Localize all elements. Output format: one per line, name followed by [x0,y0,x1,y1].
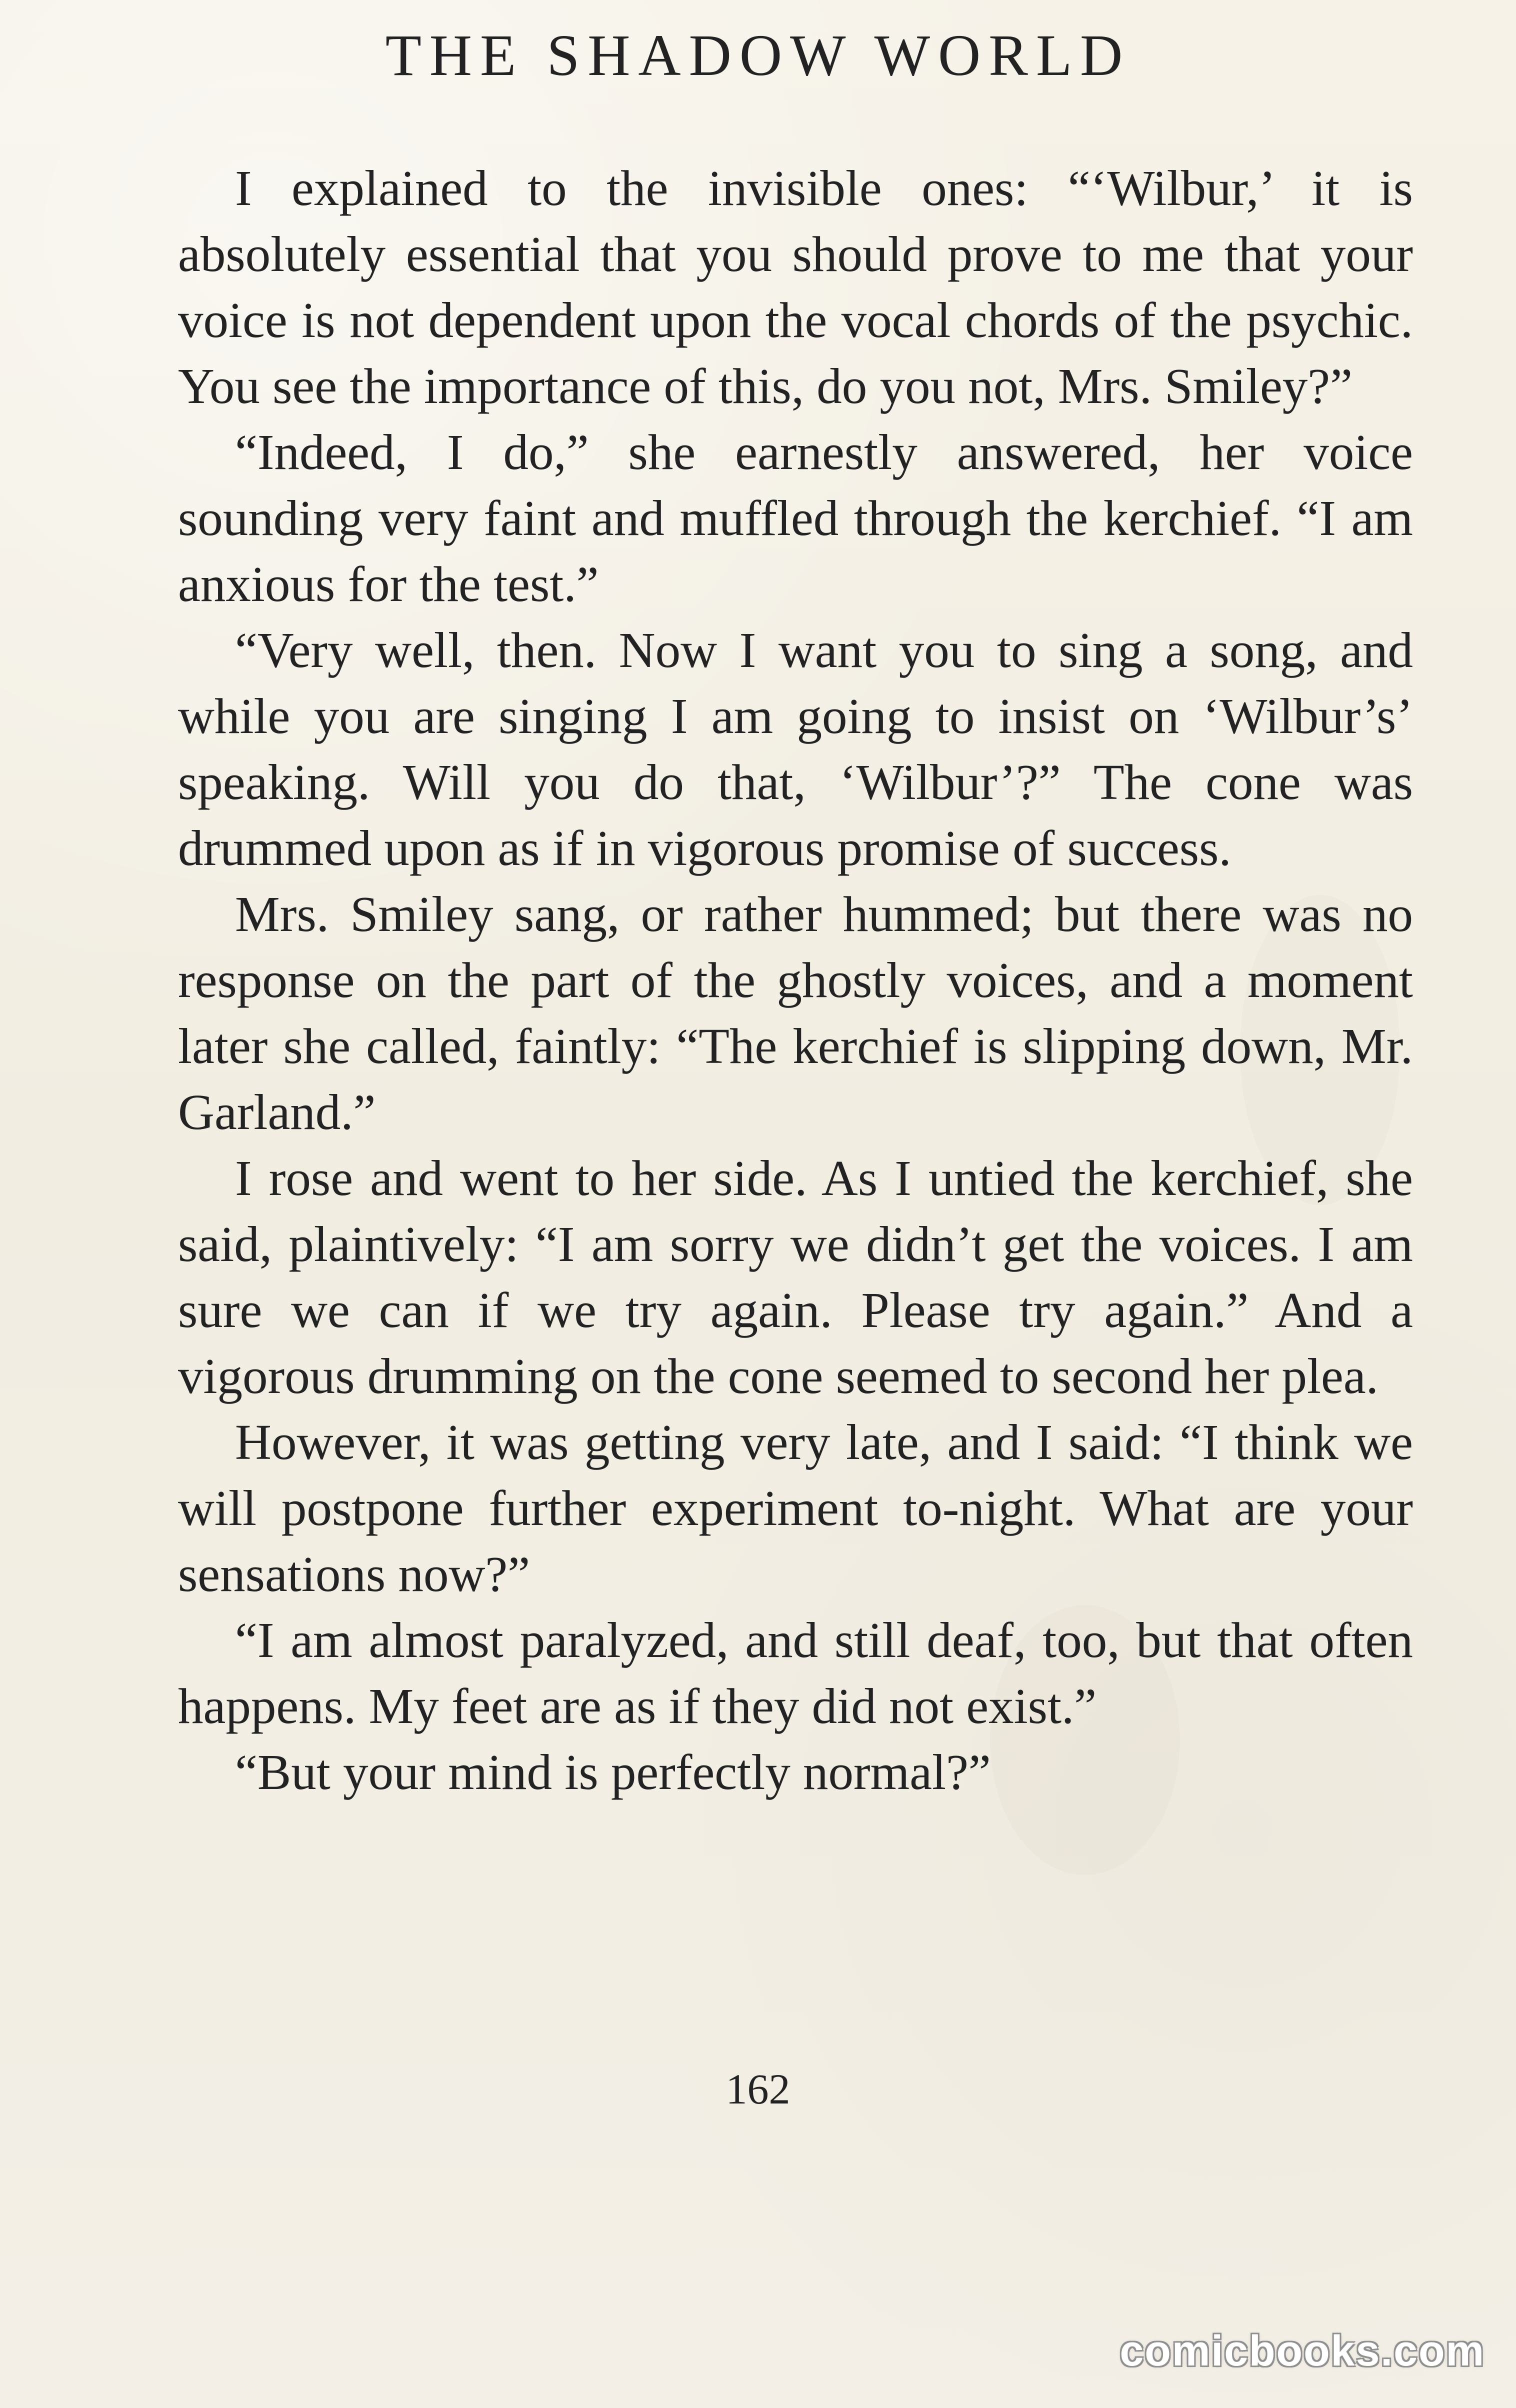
paragraph: Mrs. Smiley sang, or rather hummed; but there was no response on the part of the ghostly voices, and a moment later she called, faintly: “The kerchief is slipping down, Mr. Garland.” [178,886,1413,1140]
site-watermark: comicbooks.com [1120,2327,1485,2375]
paragraph: “Indeed, I do,” she earnestly answered, her voice sounding very faint and muffled through the kerchief. “I am anxious for the test.” [178,424,1413,612]
paragraph: “Very well, then. Now I want you to sing a song, and while you are singing I am going to insist on ‘Wilbur’s’ speaking. Will you do that, ‘Wilbur’?” The cone was drummed upon as if in vigorous promise of success. [178,622,1413,876]
paragraph: However, it was getting very late, and I said: “I think we will postpone further experiment to-night. What are your sensations now?” [178,1414,1413,1602]
page-number: 162 [726,2065,790,2113]
paragraph: “I am almost paralyzed, and still deaf, too, but that often happens. My feet are as if they did not exist.” [178,1612,1413,1734]
body-text [178,155,1413,1805]
paragraph: “But your mind is perfectly normal?” [235,1744,991,1800]
paragraph: I explained to the invisible ones: “‘Wilbur,’ it is absolutely essential that you should prove to me that your voice is not dependent upon the vocal chords of the psychic. You see the importance of this, do you not, Mrs. Smiley?” [178,160,1413,414]
paragraph: I rose and went to her side. As I untied the kerchief, she said, plaintively: “I am sorry we didn’t get the voices. I am sure we can if we try again. Please try again.” And a vigorous drumming on the cone seemed to second her plea. [178,1150,1413,1404]
running-head: THE SHADOW WORLD [385,22,1131,88]
